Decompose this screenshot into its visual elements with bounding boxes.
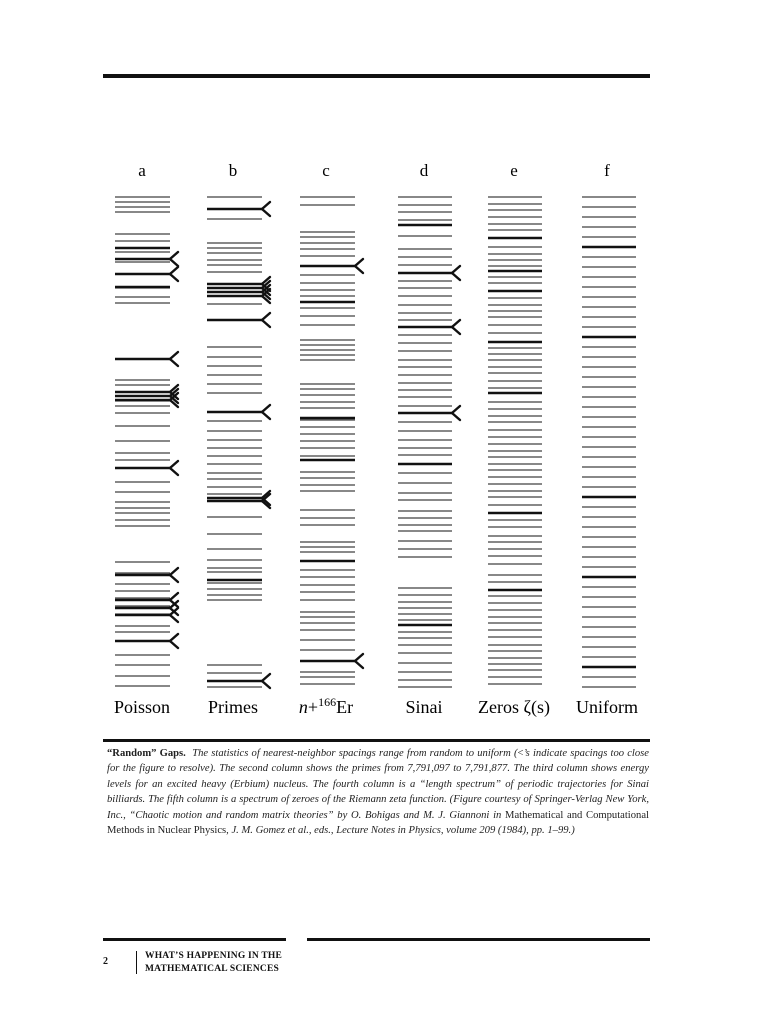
column-letter-e: e [510, 161, 518, 180]
close-spacing-marker [452, 406, 460, 420]
close-spacing-marker [452, 266, 460, 280]
close-spacing-marker [170, 634, 178, 648]
footer-separator [136, 951, 137, 974]
caption-text-1: The statistics of nearest-neighbor spacings range from random to uniform ( [192, 748, 518, 759]
column-letter-d: d [419, 161, 429, 180]
footer-rule-left [103, 938, 286, 941]
page-number: 2 [103, 956, 108, 967]
caption-marker: < [517, 748, 524, 759]
close-spacing-marker [355, 259, 363, 273]
column-names [114, 695, 638, 718]
running-footer-title [145, 950, 282, 975]
column-letter-f: f [604, 161, 610, 180]
column-name-zeta-zeros: Zeros ζ(s) [478, 697, 550, 717]
close-spacing-marker [170, 252, 178, 266]
close-spacing-marker [262, 202, 270, 216]
close-spacing-marker [170, 352, 178, 366]
close-spacing-marker [170, 461, 178, 475]
column-name-primes: Primes [207, 697, 259, 717]
column-name-erbium: n+$^{166}$Er [298, 695, 354, 717]
spacing-lines [115, 197, 636, 688]
caption-rule [103, 739, 650, 742]
figure-caption [107, 746, 649, 838]
footer-title-line-2: MATHEMATICAL SCIENCES [145, 963, 279, 974]
column-name-sinai: Sinai [405, 697, 443, 717]
footer-title-line-1: WHAT’S HAPPENING IN THE [145, 951, 283, 961]
close-spacing-marker [262, 674, 270, 688]
footer-rule-right [307, 938, 650, 941]
close-spacing-marker [452, 320, 460, 334]
close-spacing-marker [355, 654, 363, 668]
column-name-uniform: Uniform [576, 697, 638, 717]
column-letters [138, 161, 610, 180]
close-spacing-marker [170, 267, 178, 281]
caption-text-2: ’s indicate spacings too close for the figure to resolve). The second column shows the primes from 7,791,097 to 7,791,877. The third column shows energy levels for an excited heavy (Erbium) nucleus. The fourth column is a “length spectrum” of periodic trajectories for Sinai billiards. The fifth column is a spectrum of zeroes of the Riemann zeta function. (Figure courtesy of Springer-Verlag New York, Inc., “Chaotic motion and random matrix theories” by O. Bohigas and M. J. Giannoni in [107, 748, 650, 821]
close-spacing-marker [262, 405, 270, 419]
close-spacing-marker [262, 313, 270, 327]
caption-lead: “Random” Gaps. [107, 748, 186, 759]
caption-book-title: Mathematical and Computational Methods in Nuclear Physics [107, 809, 649, 837]
close-spacing-marker [170, 568, 178, 582]
caption-text-3: , J. M. Gomez et al., eds., Lecture Notes in Physics, volume 209 (1984), pp. 1–99.) [226, 825, 575, 837]
column-letter-c: c [322, 161, 330, 180]
column-letter-b: b [228, 161, 238, 180]
column-name-poisson: Poisson [113, 697, 171, 717]
column-letter-a: a [138, 161, 146, 180]
